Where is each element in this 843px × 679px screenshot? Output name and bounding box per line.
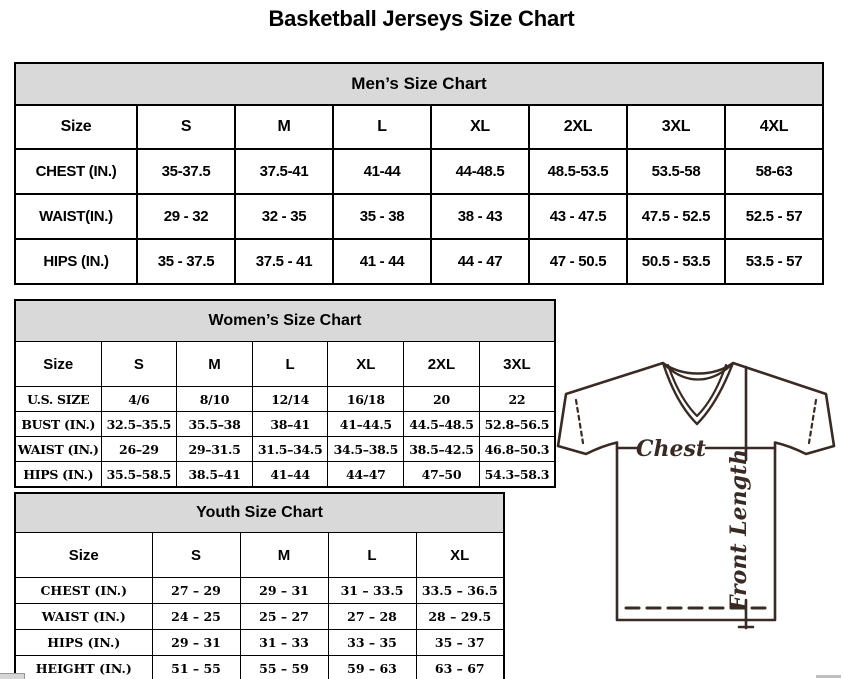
youth-row-label: HEIGHT (IN.): [15, 656, 152, 679]
mens-value-cell: 48.5-53.5: [529, 149, 627, 194]
mens-value-cell: 44 - 47: [431, 239, 529, 284]
mens-value-cell: 41-44: [333, 149, 431, 194]
womens-column-header-xl: XL: [328, 342, 404, 387]
youth-row-label: HIPS (IN.): [15, 630, 152, 656]
mens-value-cell: 52.5 - 57: [725, 194, 823, 239]
youth-value-cell: 31 – 33.5: [328, 578, 416, 604]
youth-value-cell: 51 – 55: [152, 656, 240, 679]
youth-value-cell: 55 – 59: [240, 656, 328, 679]
youth-value-cell: 59 – 63: [328, 656, 416, 679]
youth-value-cell: 24 – 25: [152, 604, 240, 630]
mens-column-header-xl: XL: [431, 105, 529, 149]
womens-value-cell: 34.5–38.5: [328, 437, 404, 462]
womens-column-header-size: Size: [15, 342, 101, 387]
mens-value-cell: 37.5-41: [235, 149, 333, 194]
womens-chart-title: Women’s Size Chart: [15, 300, 555, 342]
page-title: Basketball Jerseys Size Chart: [268, 6, 575, 31]
jersey-outline: [558, 363, 834, 620]
womens-value-cell: 44.5–48.5: [404, 412, 480, 437]
womens-value-cell: 22: [479, 387, 555, 412]
mens-row-label: CHEST (IN.): [15, 149, 137, 194]
womens-value-cell: 16/18: [328, 387, 404, 412]
womens-value-cell: 41–44: [252, 462, 328, 488]
front-length-label: Front Length: [726, 448, 752, 612]
mens-column-header-m: M: [235, 105, 333, 149]
womens-value-cell: 44–47: [328, 462, 404, 488]
womens-value-cell: 26–29: [101, 437, 177, 462]
womens-row-label: BUST (IN.): [15, 412, 101, 437]
womens-column-header-2xl: 2XL: [404, 342, 480, 387]
youth-chart-title: Youth Size Chart: [15, 493, 504, 533]
mens-value-cell: 37.5 - 41: [235, 239, 333, 284]
scrollbar-fragment-right[interactable]: [816, 675, 841, 678]
mens-value-cell: 58-63: [725, 149, 823, 194]
youth-value-cell: 33 – 35: [328, 630, 416, 656]
womens-value-cell: 38.5–41: [177, 462, 253, 488]
womens-value-cell: 32.5–35.5: [101, 412, 177, 437]
youth-column-header-m: M: [240, 533, 328, 578]
youth-table-row: [15, 630, 504, 656]
mens-table-row: [15, 239, 823, 284]
womens-value-cell: 4/6: [101, 387, 177, 412]
womens-value-cell: 54.3–58.3: [479, 462, 555, 488]
mens-value-cell: 47 - 50.5: [529, 239, 627, 284]
youth-value-cell: 25 – 27: [240, 604, 328, 630]
mens-value-cell: 38 - 43: [431, 194, 529, 239]
womens-value-cell: 35.5–58.5: [101, 462, 177, 488]
mens-value-cell: 29 - 32: [137, 194, 235, 239]
youth-value-cell: 27 – 29: [152, 578, 240, 604]
mens-value-cell: 32 - 35: [235, 194, 333, 239]
chest-label: Chest: [635, 436, 707, 462]
mens-value-cell: 35-37.5: [137, 149, 235, 194]
mens-value-cell: 47.5 - 52.5: [627, 194, 725, 239]
womens-value-cell: 20: [404, 387, 480, 412]
womens-row-label: WAIST (IN.): [15, 437, 101, 462]
youth-column-header-l: L: [328, 533, 416, 578]
womens-size-chart-table: [14, 299, 556, 488]
youth-value-cell: 27 – 28: [328, 604, 416, 630]
youth-value-cell: 35 – 37: [416, 630, 504, 656]
youth-value-cell: 63 – 67: [416, 656, 504, 679]
womens-table-row: [15, 462, 555, 488]
mens-value-cell: 44-48.5: [431, 149, 529, 194]
mens-column-header-3xl: 3XL: [627, 105, 725, 149]
womens-value-cell: 47–50: [404, 462, 480, 488]
womens-row-label: HIPS (IN.): [15, 462, 101, 488]
mens-column-header-2xl: 2XL: [529, 105, 627, 149]
youth-value-cell: 29 – 31: [240, 578, 328, 604]
youth-size-chart-table: [14, 492, 505, 679]
mens-row-label: WAIST(IN.): [15, 194, 137, 239]
youth-value-cell: 31 – 33: [240, 630, 328, 656]
mens-value-cell: 53.5-58: [627, 149, 725, 194]
womens-value-cell: 38.5–42.5: [404, 437, 480, 462]
mens-column-header-l: L: [333, 105, 431, 149]
womens-column-header-m: M: [177, 342, 253, 387]
womens-value-cell: 8/10: [177, 387, 253, 412]
mens-row-label: HIPS (IN.): [15, 239, 137, 284]
youth-value-cell: 33.5 – 36.5: [416, 578, 504, 604]
womens-value-cell: 46.8–50.3: [479, 437, 555, 462]
mens-value-cell: 35 - 38: [333, 194, 431, 239]
mens-value-cell: 35 - 37.5: [137, 239, 235, 284]
mens-table-row: [15, 149, 823, 194]
youth-table-row: [15, 578, 504, 604]
mens-value-cell: 53.5 - 57: [725, 239, 823, 284]
mens-column-header-4xl: 4XL: [725, 105, 823, 149]
youth-row-label: WAIST (IN.): [15, 604, 152, 630]
womens-column-header-3xl: 3XL: [479, 342, 555, 387]
scrollbar-fragment-left[interactable]: [0, 673, 25, 679]
womens-column-header-s: S: [101, 342, 177, 387]
womens-table-row: [15, 387, 555, 412]
mens-size-chart-table: [14, 62, 824, 285]
mens-table-row: [15, 194, 823, 239]
jersey-measurement-diagram: [556, 360, 842, 660]
mens-value-cell: 43 - 47.5: [529, 194, 627, 239]
youth-column-header-size: Size: [15, 533, 152, 578]
youth-table-row: [15, 604, 504, 630]
womens-value-cell: 38–41: [252, 412, 328, 437]
mens-value-cell: 50.5 - 53.5: [627, 239, 725, 284]
womens-row-label: U.S. SIZE: [15, 387, 101, 412]
youth-value-cell: 29 – 31: [152, 630, 240, 656]
mens-column-header-size: Size: [15, 105, 137, 149]
womens-table-row: [15, 437, 555, 462]
womens-value-cell: 31.5–34.5: [252, 437, 328, 462]
youth-row-label: CHEST (IN.): [15, 578, 152, 604]
mens-column-header-s: S: [137, 105, 235, 149]
youth-column-header-xl: XL: [416, 533, 504, 578]
womens-value-cell: 52.8–56.5: [479, 412, 555, 437]
youth-column-header-s: S: [152, 533, 240, 578]
womens-column-header-l: L: [252, 342, 328, 387]
womens-value-cell: 29–31.5: [177, 437, 253, 462]
mens-value-cell: 41 - 44: [333, 239, 431, 284]
youth-table-row: [15, 656, 504, 679]
womens-value-cell: 12/14: [252, 387, 328, 412]
mens-chart-title: Men’s Size Chart: [15, 63, 823, 105]
youth-value-cell: 28 – 29.5: [416, 604, 504, 630]
womens-value-cell: 35.5–38: [177, 412, 253, 437]
womens-table-row: [15, 412, 555, 437]
womens-value-cell: 41–44.5: [328, 412, 404, 437]
